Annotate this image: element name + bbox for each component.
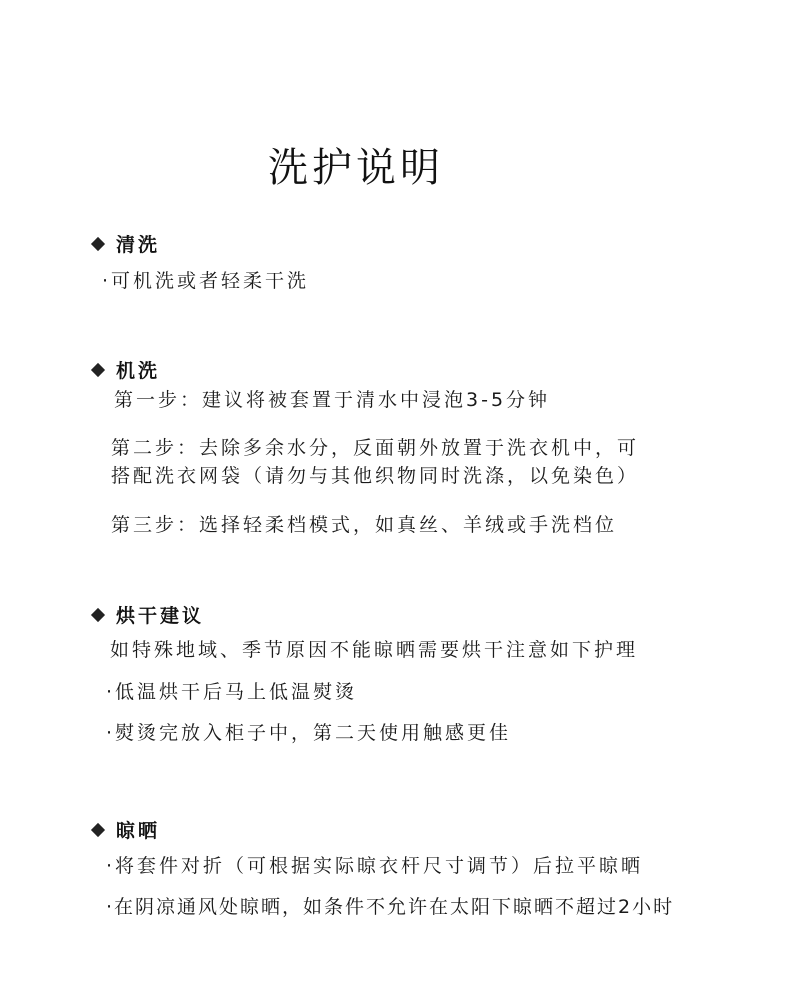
machine-wash-step-1: 第一步：建议将被套置于清水中浸泡3-5分钟	[114, 389, 551, 411]
diamond-bullet-icon	[91, 607, 105, 621]
section-heading-label: 机洗	[116, 360, 161, 382]
section-heading-label: 晾晒	[116, 820, 161, 842]
section-heading-wash	[90, 230, 160, 257]
section-heading-label: 清洗	[116, 234, 161, 256]
section-heading-drying	[90, 601, 204, 628]
section-heading-label: 烘干建议	[116, 605, 205, 627]
machine-wash-step-2-line-2: 搭配洗衣网袋（请勿与其他织物同时洗涤，以免染色）	[111, 465, 640, 487]
air-dry-line-1: ·将套件对折（可根据实际晾衣杆尺寸调节）后拉平晾晒	[106, 855, 644, 877]
section-heading-air-dry	[90, 816, 160, 843]
section-heading-machine-wash	[90, 356, 160, 383]
page-title: 洗护说明	[268, 145, 444, 191]
drying-line-2: ·熨烫完放入柜子中，第二天使用触感更佳	[106, 722, 512, 744]
wash-line-1: ·可机洗或者轻柔干洗	[102, 270, 310, 292]
diamond-bullet-icon	[91, 822, 105, 836]
drying-intro: 如特殊地域、季节原因不能晾晒需要烘干注意如下护理	[110, 639, 639, 661]
air-dry-line-2: ·在阴凉通风处晾晒，如条件不允许在太阳下晾晒不超过2小时	[106, 896, 675, 918]
drying-line-1: ·低温烘干后马上低温熨烫	[106, 681, 358, 703]
machine-wash-step-2-line-1: 第二步：去除多余水分，反面朝外放置于洗衣机中，可	[111, 437, 640, 459]
diamond-bullet-icon	[91, 362, 105, 376]
machine-wash-step-3: 第三步：选择轻柔档模式，如真丝、羊绒或手洗档位	[111, 514, 618, 536]
diamond-bullet-icon	[91, 236, 105, 250]
